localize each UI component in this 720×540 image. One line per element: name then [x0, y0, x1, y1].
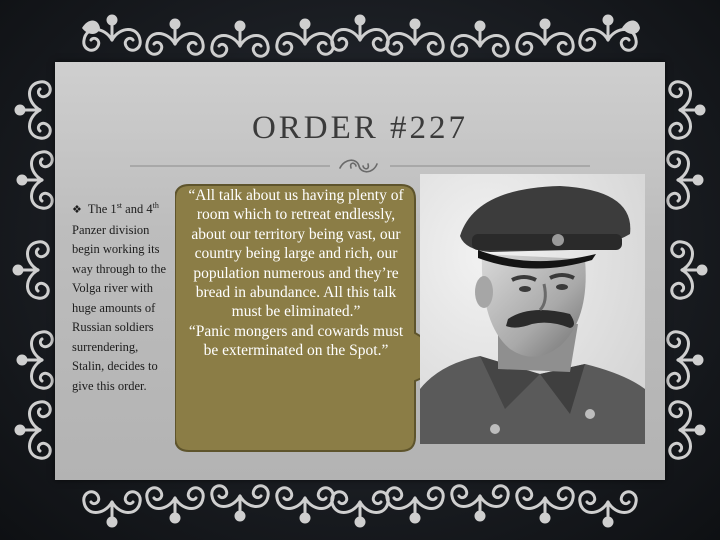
slide-title: ORDER #227 — [251, 110, 469, 146]
top-ornament — [82, 16, 640, 56]
quote-text — [188, 186, 404, 361]
bullet-text-part: The 1 — [87, 202, 117, 216]
bullet-text — [72, 200, 172, 396]
bullet-text-part: Panzer division begin working its way through to the Volga river with huge amounts of Russian soldiers surrendering, Stalin, decides to give this order. — [72, 222, 167, 393]
left-ornament — [14, 82, 52, 458]
quote-paragraph: “Panic mongers and cowards must be exterminated on the Spot.” — [188, 322, 404, 360]
ordinal-suffix: th — [152, 200, 159, 210]
quote-paragraph: “All talk about us having plenty of room which to retreat endlessly, about our territory being vast, our country being large and rich, our population numerous and they’re bread in abundance. All this talk must be eliminated.” — [188, 187, 404, 321]
ordinal-suffix: st — [116, 200, 123, 210]
right-ornament — [668, 82, 706, 458]
portrait-photo — [420, 174, 645, 444]
bottom-ornament — [84, 486, 636, 526]
diamond-bullet-icon: ❖ — [72, 204, 82, 216]
bullet-text-part: and 4 — [122, 202, 153, 216]
